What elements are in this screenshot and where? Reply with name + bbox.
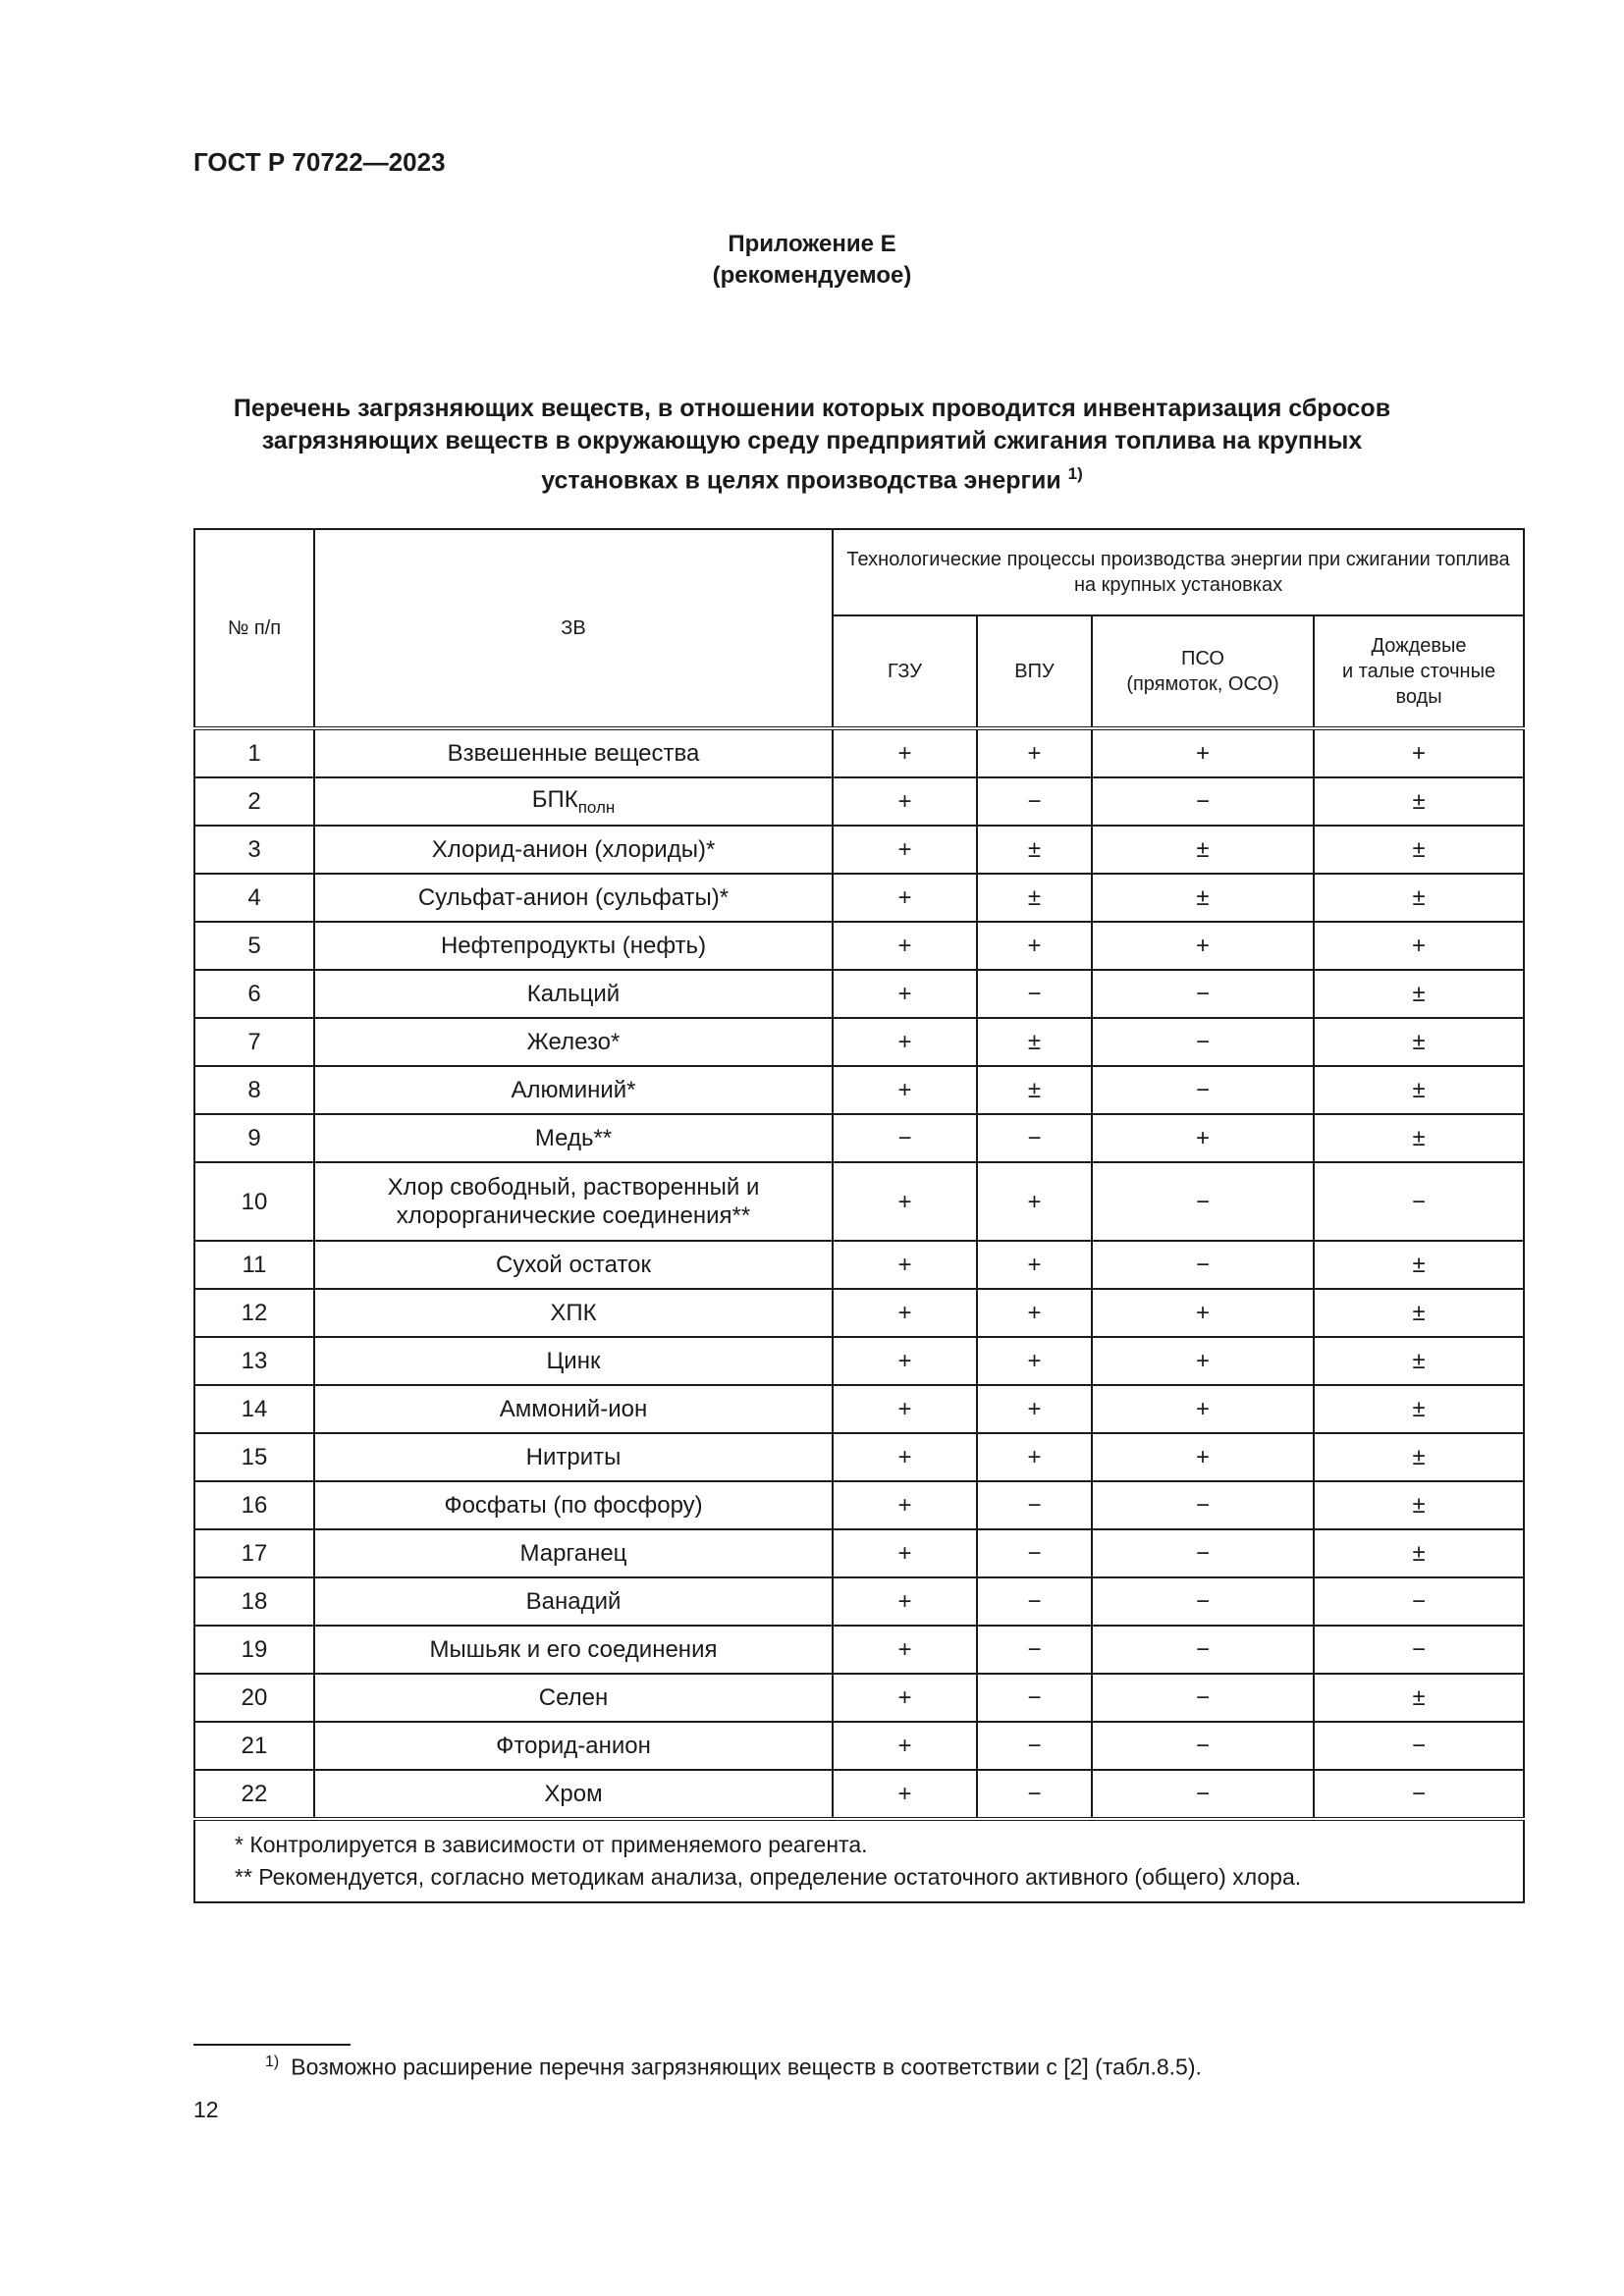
row-vpu: ± (977, 826, 1092, 874)
table-notes (194, 1819, 1524, 1902)
table-body (194, 728, 1524, 1902)
row-rain: ± (1314, 1674, 1524, 1722)
row-number: 11 (194, 1241, 314, 1289)
row-vpu: − (977, 777, 1092, 826)
row-vpu: − (977, 1577, 1092, 1626)
row-pso: − (1092, 1770, 1314, 1819)
table-note-2: ** Рекомендуется, согласно методикам анализа, определение остаточного активного (общего) хлора. (235, 1864, 1302, 1890)
row-pso: + (1092, 922, 1314, 970)
row-pso: − (1092, 1066, 1314, 1114)
row-number: 9 (194, 1114, 314, 1162)
row-substance (314, 777, 833, 826)
row-gzu: + (833, 1066, 977, 1114)
footnote-separator (193, 2044, 351, 2046)
header-pso (1092, 615, 1314, 728)
row-rain: ± (1314, 1066, 1524, 1114)
row-substance: Медь** (314, 1114, 833, 1162)
table-row (194, 874, 1524, 922)
header-gzu: ГЗУ (833, 615, 977, 728)
table-row (194, 970, 1524, 1018)
row-pso: ± (1092, 826, 1314, 874)
table-note-1: * Контролируется в зависимости от применяемого реагента. (235, 1832, 868, 1857)
row-gzu: + (833, 1626, 977, 1674)
row-number: 2 (194, 777, 314, 826)
row-pso: + (1092, 1289, 1314, 1337)
row-substance: Нефтепродукты (нефть) (314, 922, 833, 970)
row-substance: Кальций (314, 970, 833, 1018)
row-gzu: + (833, 1162, 977, 1241)
row-substance: ХПК (314, 1289, 833, 1337)
table-row (194, 1433, 1524, 1481)
row-pso: − (1092, 1162, 1314, 1241)
table-row (194, 922, 1524, 970)
row-number: 6 (194, 970, 314, 1018)
row-rain: ± (1314, 874, 1524, 922)
row-gzu: + (833, 1722, 977, 1770)
table-title-line-1: Перечень загрязняющих веществ, в отношении которых проводится инвентаризация сбросов (233, 395, 1391, 422)
row-vpu: − (977, 1529, 1092, 1577)
row-substance-subscript: полн (577, 797, 616, 817)
table-title-footnote-mark: 1) (1067, 464, 1083, 483)
row-rain: ± (1314, 777, 1524, 826)
row-pso: + (1092, 728, 1314, 777)
row-rain: ± (1314, 1289, 1524, 1337)
table-row (194, 1674, 1524, 1722)
table-row (194, 1114, 1524, 1162)
row-pso: − (1092, 777, 1314, 826)
row-number: 15 (194, 1433, 314, 1481)
table-title (196, 393, 1428, 497)
row-pso: + (1092, 1114, 1314, 1162)
row-vpu: + (977, 1162, 1092, 1241)
row-rain: ± (1314, 970, 1524, 1018)
row-gzu: + (833, 1241, 977, 1289)
row-vpu: + (977, 1385, 1092, 1433)
row-rain: − (1314, 1722, 1524, 1770)
table-row (194, 826, 1524, 874)
header-pso-line-2: (прямоток, ОСО) (1126, 673, 1279, 695)
row-vpu: + (977, 922, 1092, 970)
table-row (194, 1770, 1524, 1819)
row-pso: − (1092, 1529, 1314, 1577)
row-gzu: + (833, 1433, 977, 1481)
row-rain: − (1314, 1577, 1524, 1626)
row-number: 22 (194, 1770, 314, 1819)
row-rain: ± (1314, 1529, 1524, 1577)
table-row (194, 1162, 1524, 1241)
row-vpu: − (977, 1770, 1092, 1819)
header-rain-line-1: Дождевые (1371, 635, 1467, 657)
row-vpu: + (977, 1433, 1092, 1481)
row-number: 20 (194, 1674, 314, 1722)
row-gzu: + (833, 1674, 977, 1722)
row-pso: − (1092, 1722, 1314, 1770)
header-substance: ЗВ (314, 529, 833, 728)
row-number: 5 (194, 922, 314, 970)
row-number: 21 (194, 1722, 314, 1770)
header-rain-line-2: и талые сточные (1341, 661, 1496, 682)
row-substance: Хром (314, 1770, 833, 1819)
header-process-group: Технологические процессы производства энергии при сжигании топлива на крупных установках (833, 529, 1524, 615)
row-vpu: − (977, 1674, 1092, 1722)
table-notes-row (194, 1819, 1524, 1902)
row-rain: ± (1314, 826, 1524, 874)
row-gzu: + (833, 728, 977, 777)
table-row (194, 1018, 1524, 1066)
row-number: 4 (194, 874, 314, 922)
row-pso: + (1092, 1385, 1314, 1433)
row-substance: Фторид-анион (314, 1722, 833, 1770)
row-gzu: + (833, 1385, 977, 1433)
row-substance: Алюминий* (314, 1066, 833, 1114)
row-vpu: + (977, 728, 1092, 777)
row-substance: Хлорид-анион (хлориды)* (314, 826, 833, 874)
row-pso: + (1092, 1337, 1314, 1385)
header-rain-line-3: воды (1395, 686, 1442, 708)
table-row (194, 1626, 1524, 1674)
table-row (194, 1481, 1524, 1529)
row-pso: − (1092, 1577, 1314, 1626)
row-number: 17 (194, 1529, 314, 1577)
row-pso: − (1092, 1018, 1314, 1066)
table-row (194, 728, 1524, 777)
row-pso: − (1092, 1626, 1314, 1674)
table-title-line-3 (196, 457, 1428, 497)
row-gzu: + (833, 1529, 977, 1577)
row-rain: + (1314, 728, 1524, 777)
row-number: 7 (194, 1018, 314, 1066)
row-vpu: − (977, 1722, 1092, 1770)
row-number: 16 (194, 1481, 314, 1529)
appendix-subtitle: (рекомендуемое) (712, 262, 912, 289)
row-rain: ± (1314, 1241, 1524, 1289)
row-gzu: − (833, 1114, 977, 1162)
row-substance: Аммоний-ион (314, 1385, 833, 1433)
table-row (194, 1066, 1524, 1114)
row-rain: + (1314, 922, 1524, 970)
row-rain: ± (1314, 1018, 1524, 1066)
row-substance: Нитриты (314, 1433, 833, 1481)
row-substance: Фосфаты (по фосфору) (314, 1481, 833, 1529)
row-substance-line-2: хлорорганические соединения** (396, 1202, 751, 1229)
row-gzu: + (833, 777, 977, 826)
row-substance: Ванадий (314, 1577, 833, 1626)
table-row (194, 777, 1524, 826)
row-gzu: + (833, 826, 977, 874)
row-pso: + (1092, 1433, 1314, 1481)
row-substance: Марганец (314, 1529, 833, 1577)
table-row (194, 1337, 1524, 1385)
row-number: 8 (194, 1066, 314, 1114)
row-substance: Сухой остаток (314, 1241, 833, 1289)
row-gzu: + (833, 1577, 977, 1626)
row-pso: − (1092, 970, 1314, 1018)
row-rain: − (1314, 1626, 1524, 1674)
footnote-mark: 1) (265, 2054, 280, 2070)
row-gzu: + (833, 1018, 977, 1066)
row-vpu: ± (977, 874, 1092, 922)
row-rain: ± (1314, 1385, 1524, 1433)
row-pso: − (1092, 1481, 1314, 1529)
document-code: ГОСТ Р 70722—2023 (193, 147, 446, 177)
page-number: 12 (193, 2097, 219, 2122)
row-rain: − (1314, 1770, 1524, 1819)
row-substance-line-1: Хлор свободный, растворенный и (387, 1174, 760, 1201)
row-substance: Мышьяк и его соединения (314, 1626, 833, 1674)
row-rain: − (1314, 1162, 1524, 1241)
row-substance (314, 1162, 833, 1241)
row-number: 18 (194, 1577, 314, 1626)
table-row (194, 1577, 1524, 1626)
header-number: № п/п (194, 529, 314, 728)
row-vpu: + (977, 1337, 1092, 1385)
table-row (194, 1385, 1524, 1433)
footnote-text: Возможно расширение перечня загрязняющих веществ в соответствии с [2] (табл.8.5). (291, 2054, 1202, 2080)
row-vpu: + (977, 1241, 1092, 1289)
row-substance: Сульфат-анион (сульфаты)* (314, 874, 833, 922)
row-vpu: − (977, 1114, 1092, 1162)
row-number: 1 (194, 728, 314, 777)
row-substance-text: БПК (531, 785, 578, 813)
row-number: 13 (194, 1337, 314, 1385)
row-pso: − (1092, 1674, 1314, 1722)
row-gzu: + (833, 1337, 977, 1385)
row-substance: Железо* (314, 1018, 833, 1066)
table-row (194, 1241, 1524, 1289)
row-pso: − (1092, 1241, 1314, 1289)
row-rain: ± (1314, 1114, 1524, 1162)
table-row (194, 1529, 1524, 1577)
row-rain: ± (1314, 1337, 1524, 1385)
row-number: 14 (194, 1385, 314, 1433)
row-rain: ± (1314, 1481, 1524, 1529)
row-substance: Селен (314, 1674, 833, 1722)
row-number: 12 (194, 1289, 314, 1337)
footnote (265, 2054, 1202, 2081)
pollutants-table (193, 528, 1525, 1903)
row-number: 3 (194, 826, 314, 874)
row-number: 10 (194, 1162, 314, 1241)
header-vpu: ВПУ (977, 615, 1092, 728)
table-row (194, 1722, 1524, 1770)
row-gzu: + (833, 1289, 977, 1337)
row-number: 19 (194, 1626, 314, 1674)
row-gzu: + (833, 874, 977, 922)
row-substance: Взвешенные вещества (314, 728, 833, 777)
row-gzu: + (833, 922, 977, 970)
row-vpu: ± (977, 1066, 1092, 1114)
table-title-line-2: загрязняющих веществ в окружающую среду предприятий сжигания топлива на крупных (261, 427, 1363, 454)
appendix-title: Приложение Е (728, 231, 896, 257)
row-vpu: ± (977, 1018, 1092, 1066)
table-row (194, 1289, 1524, 1337)
row-vpu: − (977, 970, 1092, 1018)
row-gzu: + (833, 970, 977, 1018)
row-vpu: − (977, 1626, 1092, 1674)
header-rain (1314, 615, 1524, 728)
row-vpu: − (977, 1481, 1092, 1529)
row-pso: ± (1092, 874, 1314, 922)
row-vpu: + (977, 1289, 1092, 1337)
table-title-line-3-text: установках в целях производства энергии (541, 466, 1061, 495)
header-pso-line-1: ПСО (1181, 648, 1224, 669)
row-gzu: + (833, 1481, 977, 1529)
row-rain: ± (1314, 1433, 1524, 1481)
row-gzu: + (833, 1770, 977, 1819)
row-substance: Цинк (314, 1337, 833, 1385)
